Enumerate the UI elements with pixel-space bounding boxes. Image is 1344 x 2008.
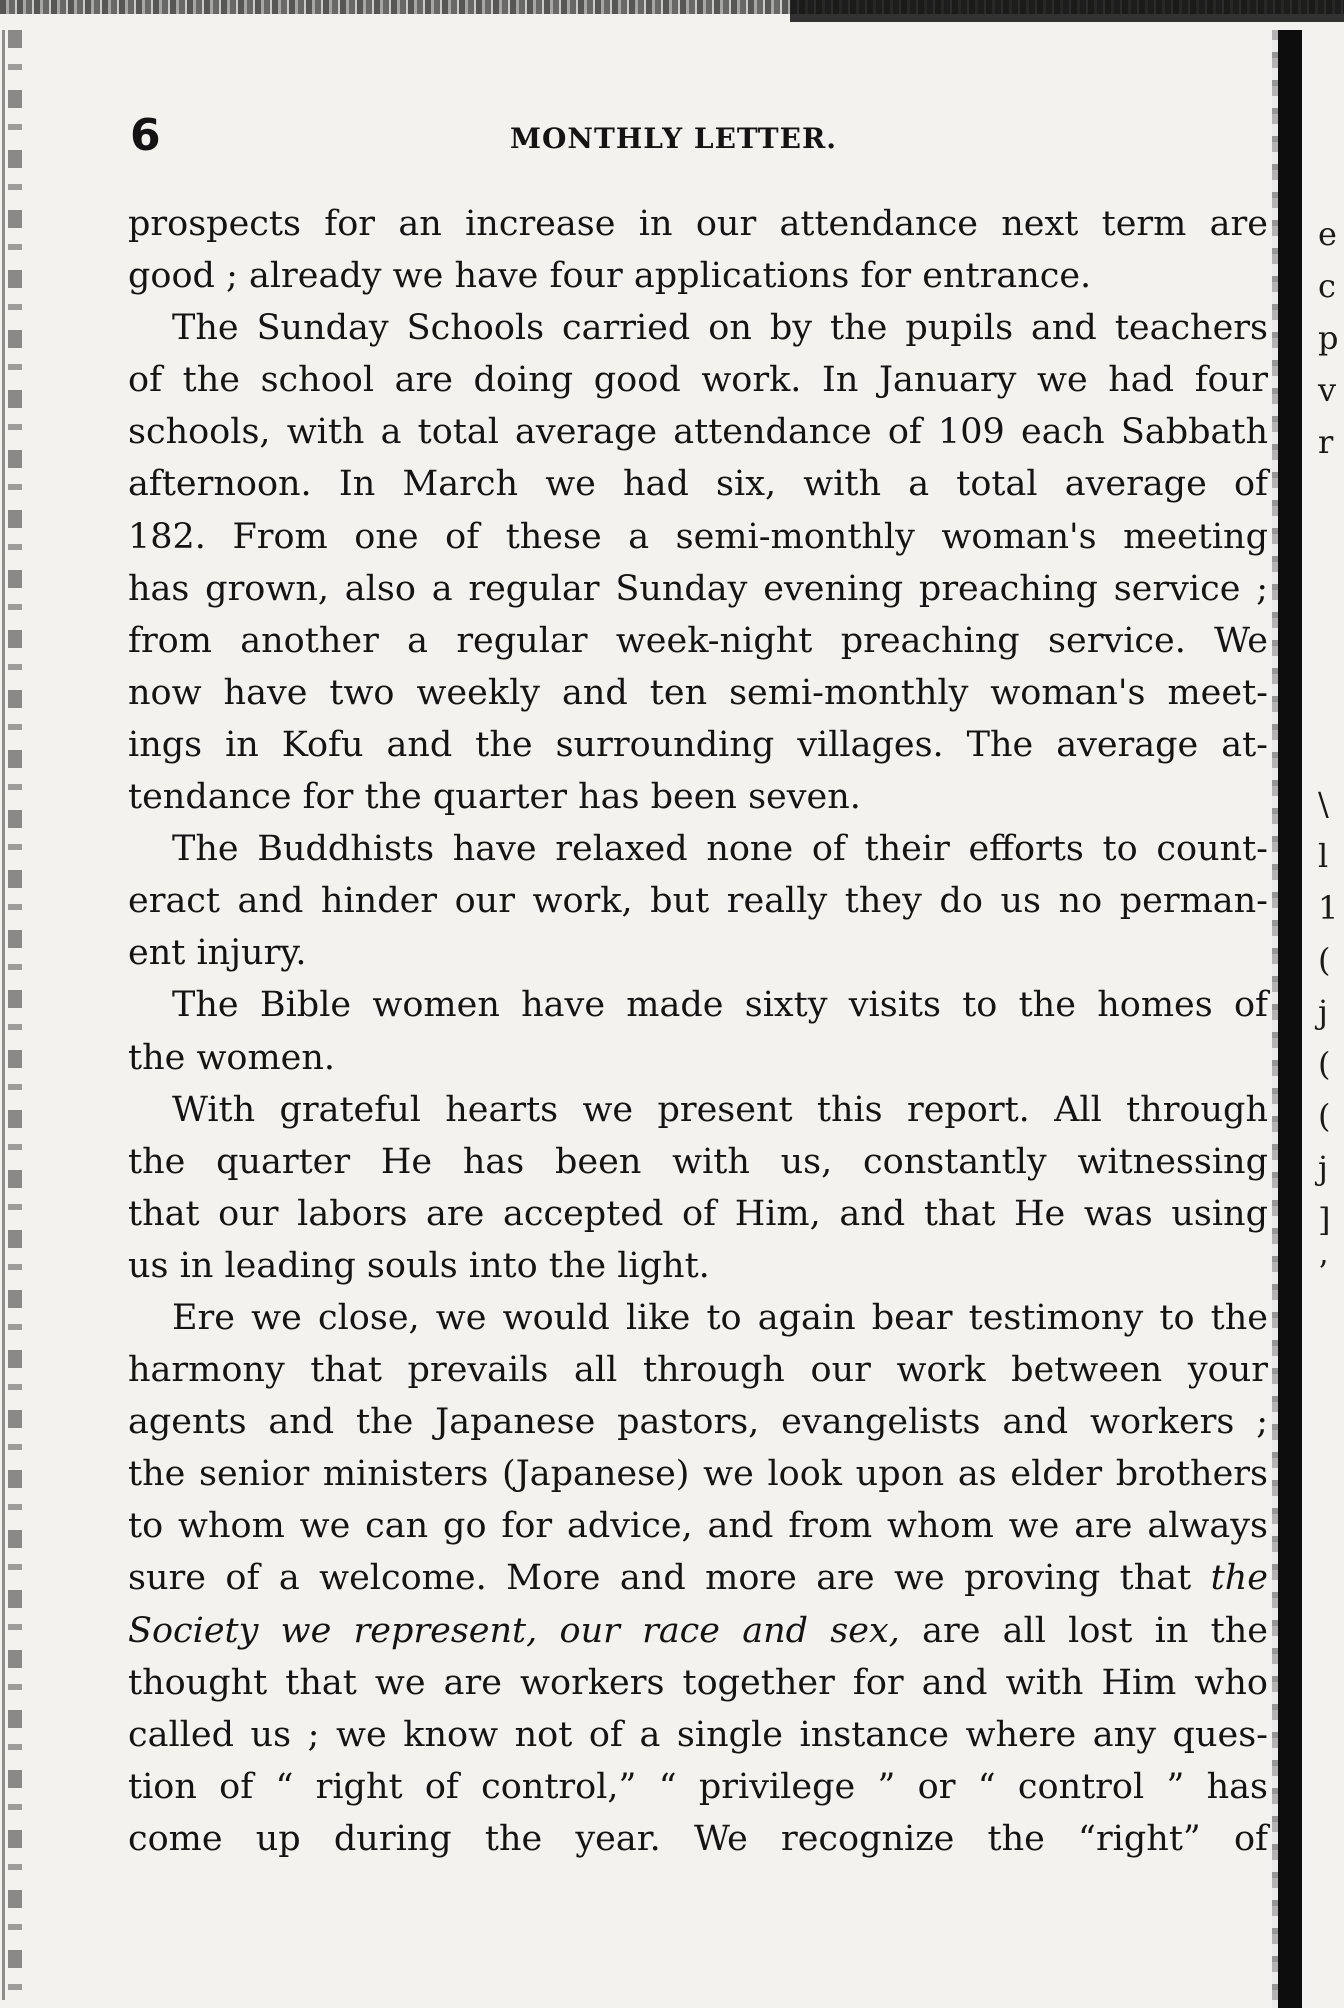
text-line: The Buddhists have relaxed none of their efforts to count- bbox=[172, 829, 1268, 870]
text-line: now have two weekly and ten semi-monthly woman's meet- bbox=[128, 672, 1268, 713]
text-line bbox=[128, 1552, 1268, 1604]
text-line: harmony that prevails all through our work between your bbox=[128, 1350, 1268, 1391]
text-line: prospects for an increase in our attendance next term are bbox=[128, 204, 1268, 244]
text-segment: sure of a welcome. More and more are we proving that bbox=[128, 1558, 1192, 1599]
text-line bbox=[128, 1605, 1268, 1657]
margin-fragment: v bbox=[1318, 371, 1337, 409]
scan-left-edge bbox=[8, 30, 22, 2000]
text-line: The Sunday Schools carried on by the pupils and teachers bbox=[172, 308, 1268, 349]
page-number: 6 bbox=[130, 110, 161, 161]
text-line: good ; already we have four applications for entrance. bbox=[128, 256, 1092, 297]
text-line: tendance for the quarter has been seven. bbox=[128, 777, 861, 818]
margin-fragment: j bbox=[1318, 993, 1328, 1031]
margin-fragment: ( bbox=[1318, 1097, 1331, 1135]
margin-fragment: ] bbox=[1318, 1201, 1331, 1239]
margin-fragment: \ bbox=[1318, 785, 1329, 823]
text-line: us in leading souls into the light. bbox=[128, 1245, 710, 1286]
text-line: that our labors are accepted of Him, and that He was using bbox=[128, 1193, 1268, 1234]
text-line: has grown, also a regular Sunday evening preaching service ; bbox=[128, 568, 1268, 609]
text-segment: are all lost in the bbox=[922, 1610, 1268, 1651]
text-line: from another a regular week-night preaching service. We bbox=[128, 620, 1268, 661]
text-line: of the school are doing good work. In January we had four bbox=[128, 360, 1268, 401]
text-line: come up during the year. We recognize the “right” of bbox=[128, 1818, 1268, 1859]
text-line: 182. From one of these a semi-monthly woman's meeting bbox=[128, 516, 1268, 557]
italic-segment: Society we represent, our race and sex, bbox=[128, 1610, 900, 1651]
text-line: ent injury. bbox=[128, 933, 307, 974]
margin-fragment: j bbox=[1318, 1149, 1328, 1187]
text-line: thought that we are workers together for and with Him who bbox=[128, 1662, 1268, 1703]
text-line: the quarter He has been with us, constantly witnessing bbox=[128, 1141, 1268, 1182]
text-line: the women. bbox=[128, 1037, 336, 1078]
text-line: ings in Kofu and the surrounding villages. The average at- bbox=[128, 724, 1268, 765]
margin-fragment: p bbox=[1318, 319, 1339, 357]
text-line: to whom we can go for advice, and from whom we are always bbox=[128, 1506, 1268, 1547]
margin-fragment: ( bbox=[1318, 1045, 1331, 1083]
running-head: MONTHLY LETTER. bbox=[510, 122, 837, 155]
margin-fragment: ( bbox=[1318, 941, 1331, 979]
margin-fragment: c bbox=[1318, 267, 1336, 305]
scan-left-rule bbox=[2, 30, 5, 2000]
text-line: With grateful hearts we present this report. All through bbox=[172, 1089, 1268, 1130]
text-line: The Bible women have made sixty visits to the homes of bbox=[172, 985, 1268, 1026]
text-line: tion of “ right of control,” “ privilege ” or “ control ” has bbox=[128, 1766, 1268, 1807]
scan-top-edge-dark bbox=[790, 0, 1344, 22]
text-line: agents and the Japanese pastors, evangelists and workers ; bbox=[128, 1402, 1268, 1443]
text-line: Ere we close, we would like to again bear testimony to the bbox=[172, 1297, 1268, 1338]
text-line: afternoon. In March we had six, with a total average of bbox=[128, 464, 1268, 505]
margin-fragment: 1 bbox=[1318, 889, 1339, 927]
text-line: the senior ministers (Japanese) we look upon as elder brothers bbox=[128, 1454, 1268, 1495]
italic-segment: the bbox=[1210, 1558, 1268, 1599]
margin-fragment: ’ bbox=[1318, 1253, 1329, 1291]
scan-binding-bar bbox=[1278, 30, 1302, 2008]
text-line: eract and hinder our work, but really they do us no perman- bbox=[128, 881, 1268, 922]
margin-fragment: l bbox=[1318, 837, 1329, 875]
body-text bbox=[128, 198, 1268, 1865]
margin-fragment: e bbox=[1318, 215, 1337, 253]
margin-fragment: r bbox=[1318, 423, 1334, 461]
text-line: called us ; we know not of a single instance where any ques- bbox=[128, 1714, 1268, 1755]
text-line: schools, with a total average attendance of 109 each Sabbath bbox=[128, 412, 1268, 453]
